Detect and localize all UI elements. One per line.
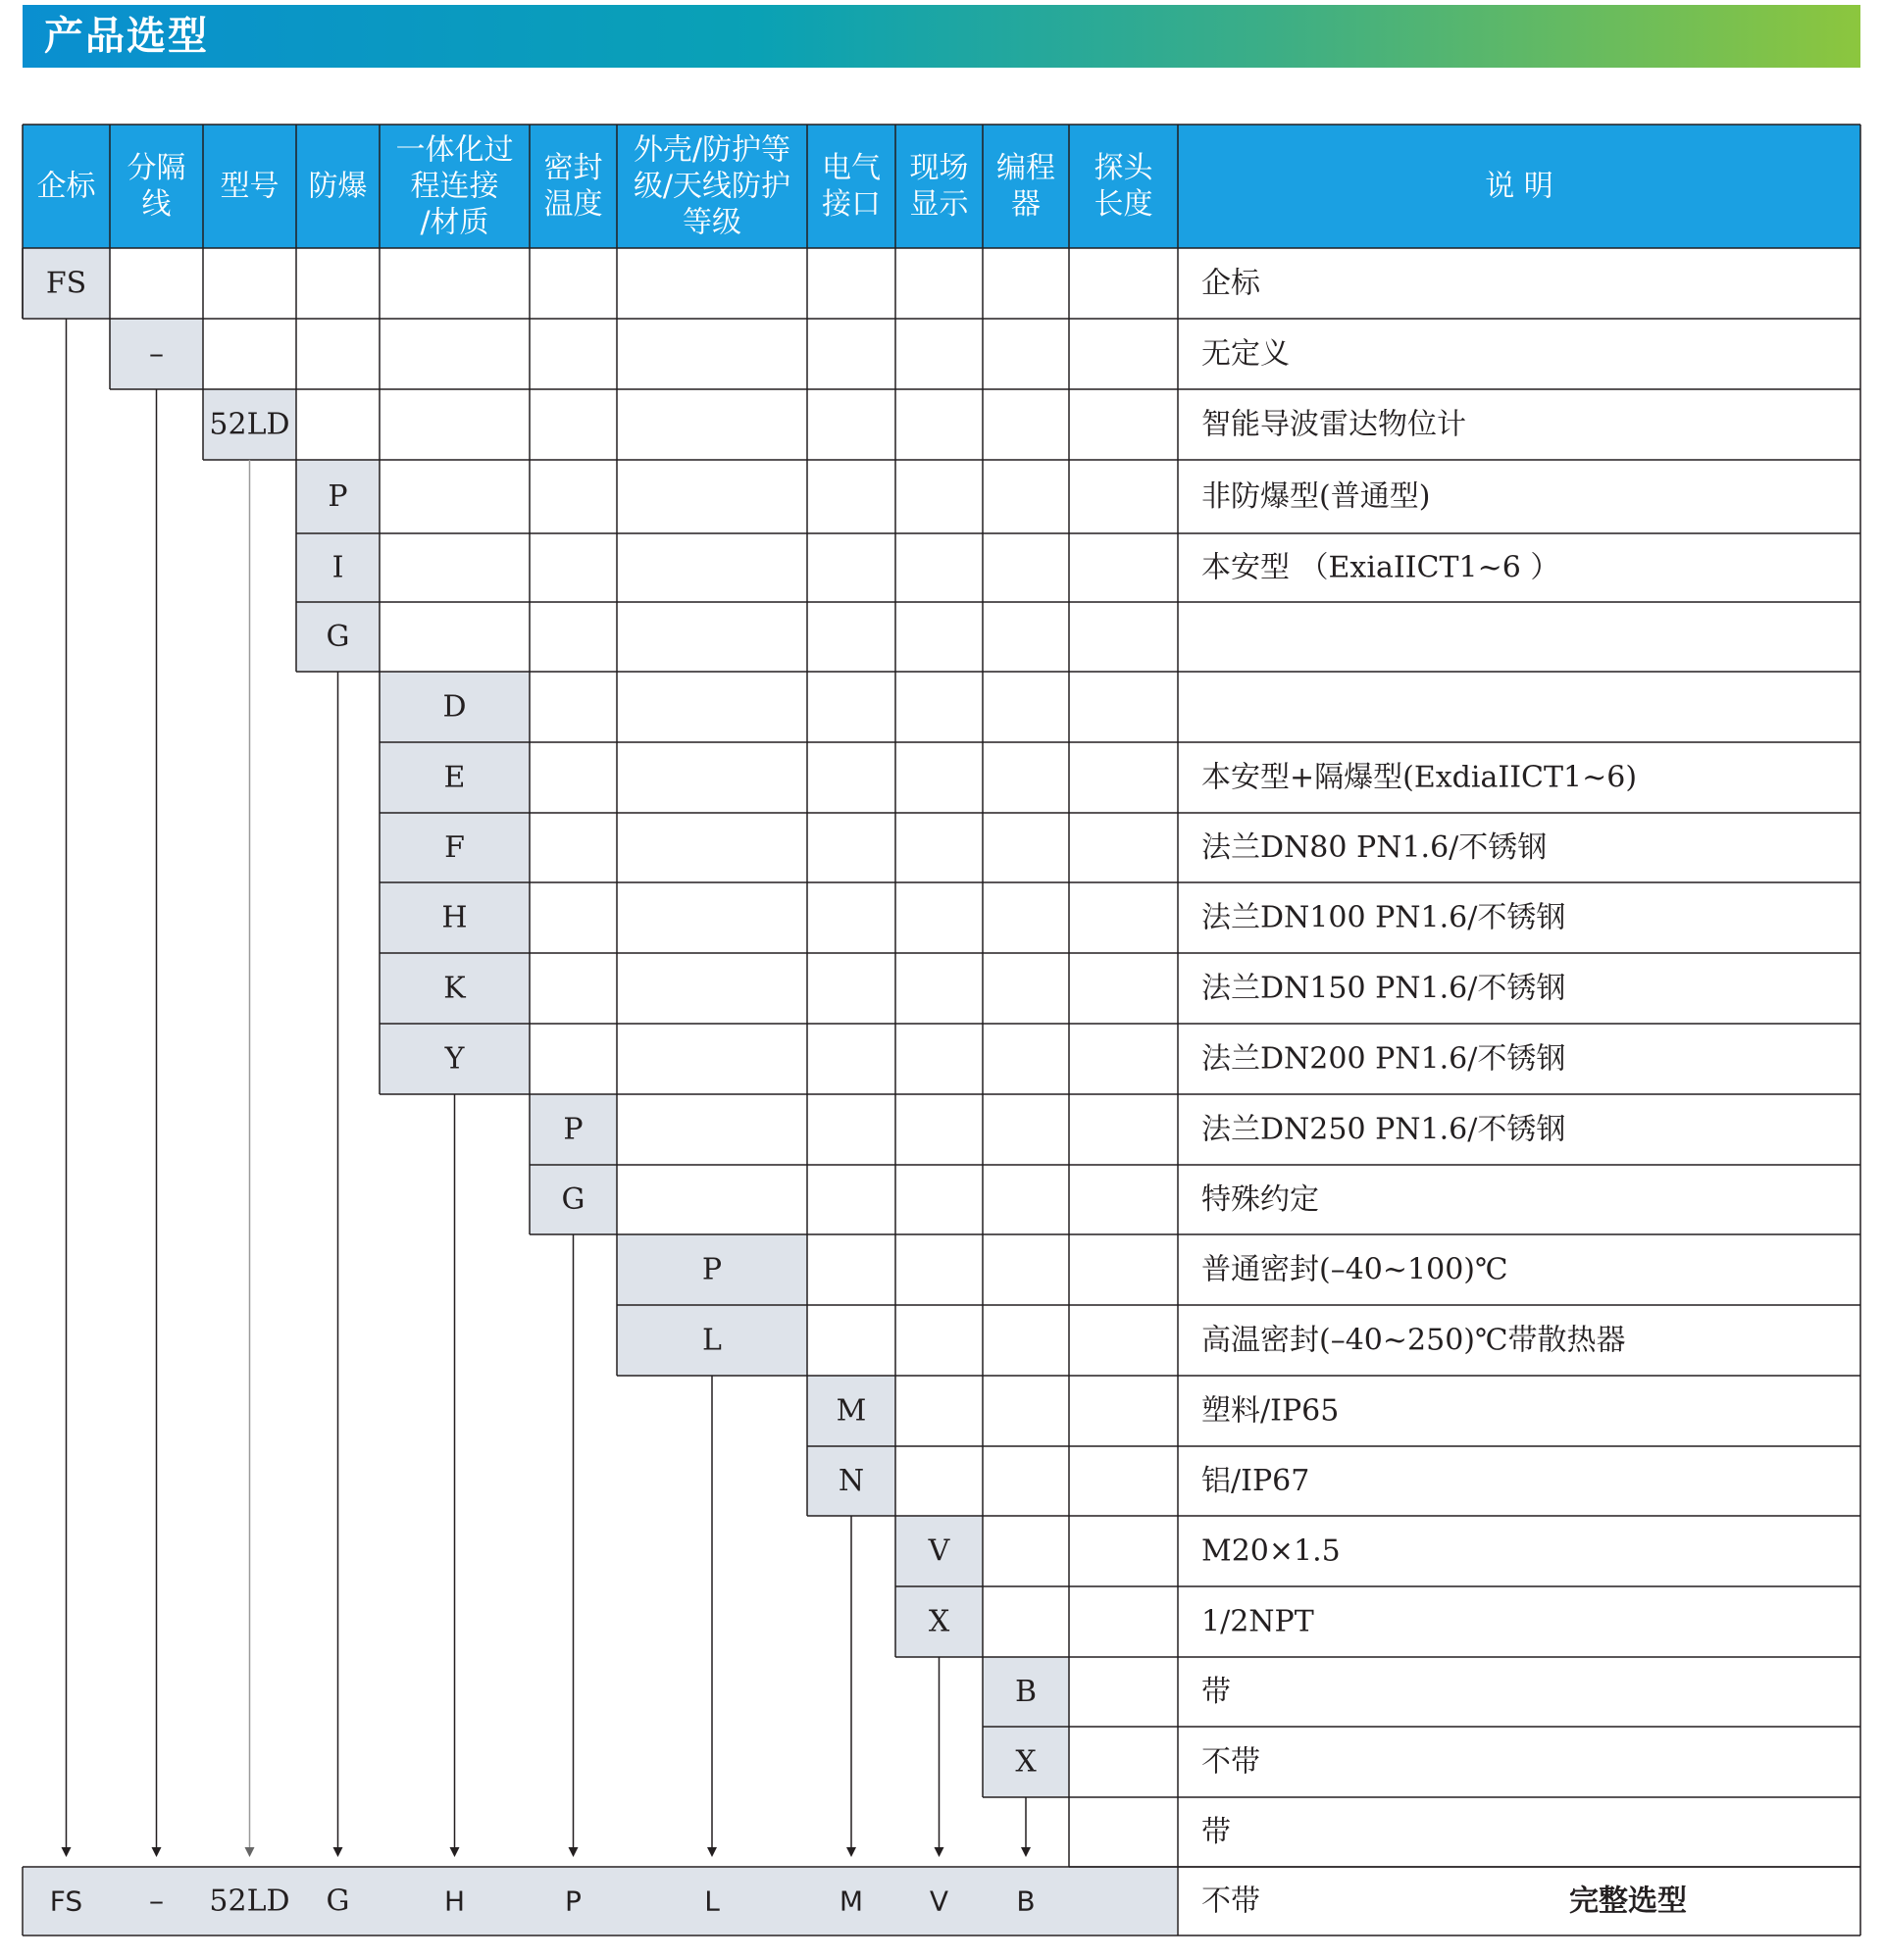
- arrow-head-icon: [245, 1847, 255, 1857]
- row-description: 塑料/IP65: [1201, 1393, 1340, 1429]
- final-code: H: [443, 1885, 466, 1918]
- arrow-head-icon: [707, 1847, 717, 1857]
- header-col-7-line-0: 电气: [822, 151, 881, 185]
- code-value: D: [442, 689, 467, 725]
- code-value: N: [838, 1464, 865, 1498]
- header-row: [23, 125, 1860, 248]
- header-col-4-line-2: /材质: [420, 205, 489, 240]
- row-description: 高温密封(–40~250)℃带散热器: [1201, 1323, 1626, 1358]
- arrow-head-icon: [333, 1847, 343, 1857]
- complete-selection-label: 完整选型: [1569, 1884, 1687, 1919]
- arrow-head-icon: [935, 1847, 944, 1857]
- row-description: 非防爆型(普通型): [1201, 479, 1431, 514]
- header-col-9-line-0: 编程: [996, 151, 1055, 185]
- row-description: 本安型 （ExiaIICT1~6 ）: [1201, 550, 1560, 585]
- header-col-6-line-1: 级/天线防护: [633, 169, 791, 204]
- code-value: P: [563, 1112, 584, 1147]
- code-value: X: [928, 1604, 950, 1639]
- code-value: P: [701, 1252, 723, 1287]
- code-value: B: [1014, 1675, 1038, 1709]
- row-description: 1/2NPT: [1201, 1604, 1314, 1639]
- page-title: 产品选型: [44, 14, 209, 59]
- header-col-2-line-0: 型号: [220, 169, 280, 204]
- final-code-band: [24, 1868, 1177, 1935]
- final-description: 不带: [1201, 1884, 1260, 1919]
- row-description: 法兰DN200 PN1.6/不锈钢: [1201, 1041, 1566, 1077]
- code-value: FS: [45, 266, 87, 301]
- arrow-head-icon: [1021, 1847, 1031, 1857]
- arrow-head-icon: [152, 1847, 162, 1857]
- header-col-8-line-1: 显示: [909, 187, 969, 222]
- header-col-8-line-0: 现场: [909, 151, 969, 185]
- header-col-7-line-1: 接口: [822, 187, 881, 222]
- code-value: L: [702, 1323, 722, 1358]
- row-description: 不带: [1201, 1744, 1260, 1780]
- row-description: 带: [1201, 1675, 1231, 1709]
- row-description: 本安型+隔爆型(ExdiaIICT1~6): [1201, 760, 1638, 795]
- header-col-0-line-0: 企标: [36, 169, 96, 204]
- row-description: 铝/IP67: [1201, 1464, 1310, 1498]
- header-col-6-line-0: 外壳/防护等: [633, 132, 791, 168]
- final-code: –: [149, 1884, 164, 1919]
- final-code: B: [1016, 1885, 1036, 1918]
- row-description: 带: [1201, 1815, 1231, 1849]
- code-value: Y: [444, 1041, 465, 1077]
- code-value: G: [561, 1182, 585, 1217]
- header-col-10-line-0: 探头: [1094, 151, 1153, 185]
- final-code: 52LD: [209, 1884, 290, 1919]
- header-col-1-line-1: 线: [141, 187, 172, 222]
- final-code: L: [704, 1885, 720, 1918]
- code-value: I: [331, 550, 344, 585]
- row-description: M20×1.5: [1201, 1533, 1341, 1569]
- arrow-head-icon: [569, 1847, 579, 1857]
- final-code: M: [839, 1885, 864, 1918]
- header-col-9-line-1: 器: [1011, 187, 1041, 222]
- final-code: FS: [49, 1885, 83, 1918]
- header-col-4-line-0: 一体化过: [395, 132, 514, 168]
- header-col-5-line-0: 密封: [543, 151, 603, 185]
- code-value: 52LD: [209, 407, 290, 442]
- row-description: 法兰DN150 PN1.6/不锈钢: [1201, 971, 1566, 1006]
- row-description: 特殊约定: [1201, 1182, 1319, 1217]
- code-value: –: [149, 336, 164, 372]
- arrow-head-icon: [846, 1847, 856, 1857]
- code-value: P: [328, 479, 348, 514]
- code-value: M: [836, 1393, 867, 1429]
- row-description: 法兰DN250 PN1.6/不锈钢: [1201, 1112, 1566, 1147]
- header-description: 说 明: [1485, 169, 1553, 204]
- arrow-head-icon: [450, 1847, 460, 1857]
- header-col-4-line-1: 程连接: [410, 169, 499, 204]
- code-value: G: [326, 620, 350, 654]
- header-col-3-line-0: 防爆: [308, 169, 368, 204]
- header-col-5-line-1: 温度: [543, 187, 603, 222]
- code-value: V: [928, 1533, 950, 1569]
- arrow-head-icon: [62, 1847, 72, 1857]
- final-code: G: [326, 1884, 350, 1919]
- row-description: 智能导波雷达物位计: [1201, 407, 1466, 442]
- code-value: F: [444, 830, 465, 865]
- final-code: P: [565, 1885, 582, 1918]
- code-value: K: [443, 971, 466, 1006]
- row-description: 企标: [1201, 266, 1260, 301]
- code-value: E: [443, 760, 466, 795]
- final-code: V: [929, 1885, 949, 1918]
- row-description: 法兰DN100 PN1.6/不锈钢: [1201, 900, 1566, 935]
- row-description: 无定义: [1201, 336, 1290, 372]
- row-description: 法兰DN80 PN1.6/不锈钢: [1201, 830, 1548, 865]
- row-description: 普通密封(–40~100)℃: [1201, 1252, 1508, 1287]
- header-col-6-line-2: 等级: [683, 205, 741, 240]
- code-value: H: [441, 900, 468, 935]
- header-col-10-line-1: 长度: [1094, 187, 1153, 222]
- code-value: X: [1015, 1744, 1037, 1780]
- header-col-1-line-0: 分隔: [127, 151, 186, 185]
